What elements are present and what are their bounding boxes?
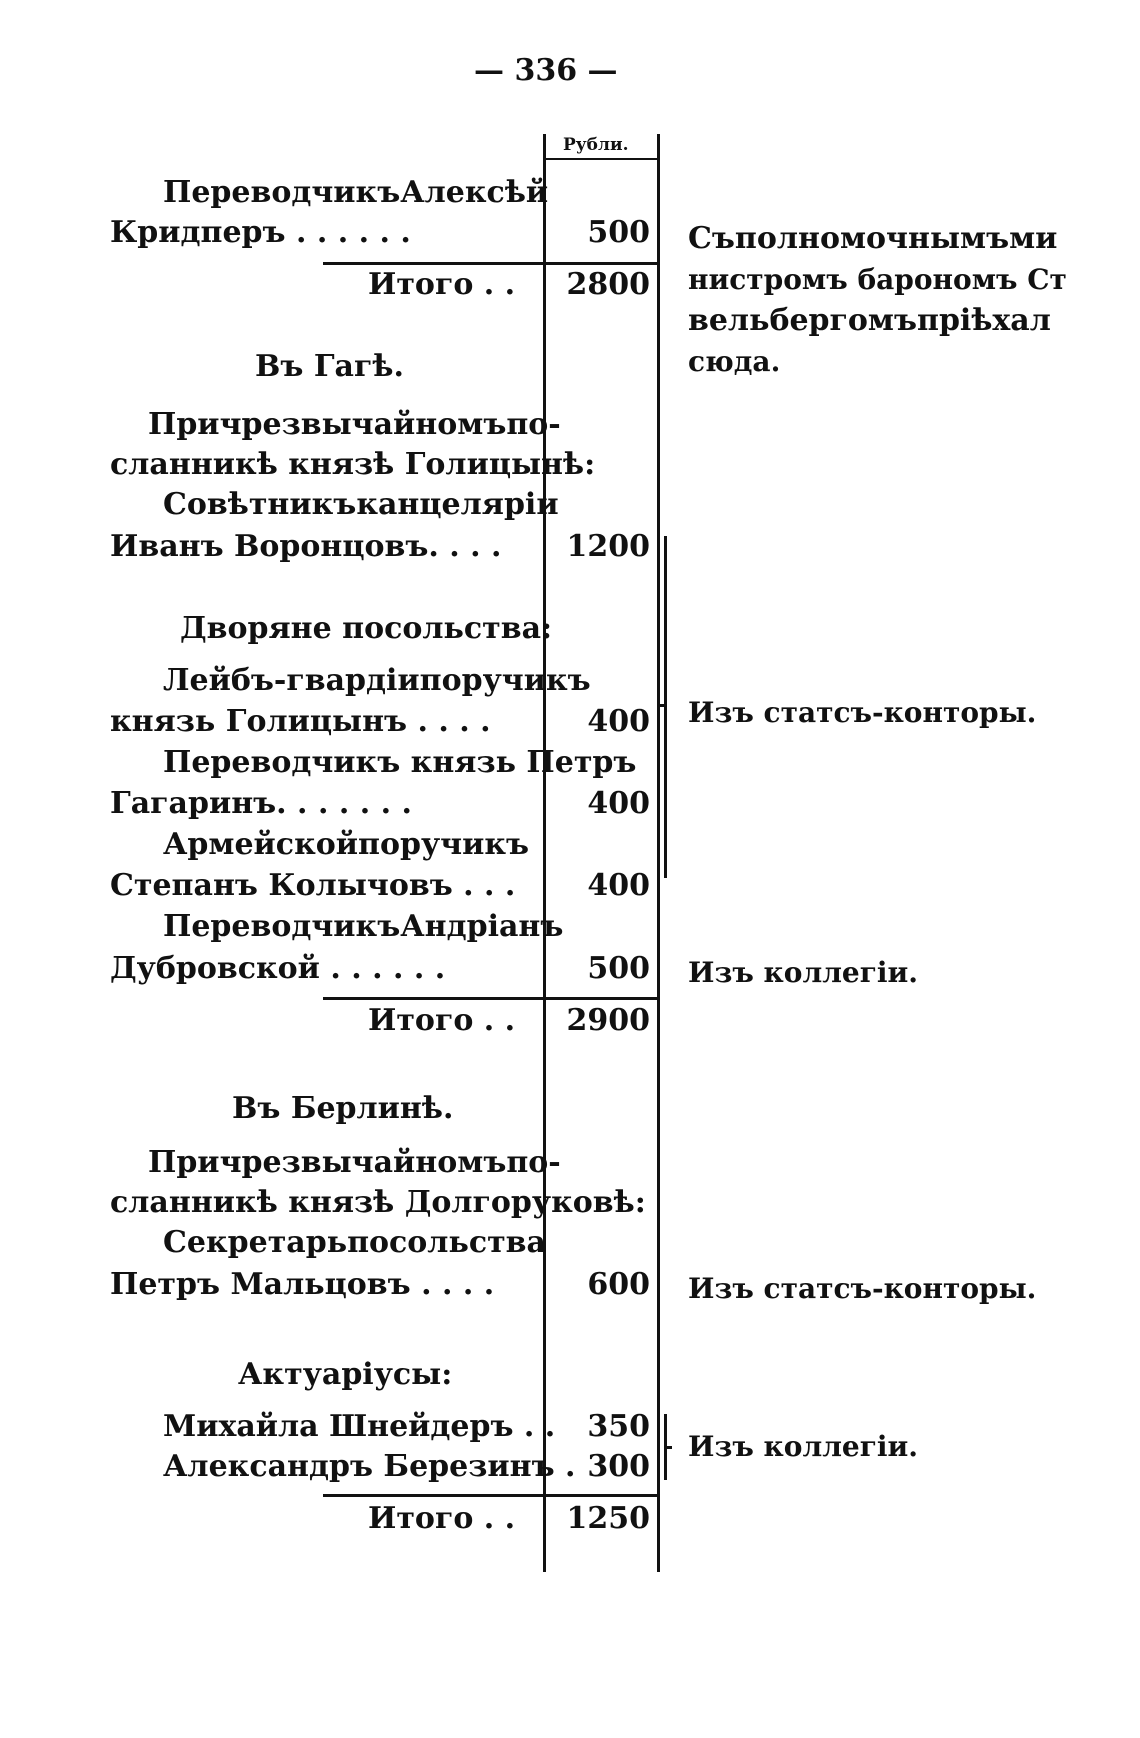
total-2-rule <box>323 997 657 1000</box>
note-3: Изъ коллегіи. <box>688 956 919 989</box>
entry-1-title-right: Алексѣй <box>400 175 549 210</box>
entry-2-line-1 <box>163 487 559 522</box>
total-3-label: Итого . . <box>368 1501 516 1536</box>
entry-3-amount: 400 <box>587 704 650 739</box>
entry-7-title-left: Секретарь <box>163 1225 348 1260</box>
entry-8-amount: 350 <box>587 1409 650 1444</box>
total-1-rule <box>323 262 657 265</box>
brace-1-point <box>658 704 667 707</box>
note-1-line-3 <box>688 303 1051 338</box>
entry-9-amount: 300 <box>587 1449 650 1484</box>
entry-3-line-2: князь Голицынъ . . . . <box>110 704 491 739</box>
entry-6-line-2: Дубровской . . . . . . <box>110 951 446 986</box>
section-2-intro-word-2: чрезвычайномъ <box>219 407 507 442</box>
entry-9-line: Александръ Березинъ . <box>163 1449 576 1484</box>
note-4: Изъ статсъ-конторы. <box>688 1272 1037 1305</box>
section-3-intro-line-2: сланникѣ князѣ Долгоруковѣ: <box>110 1185 646 1220</box>
section-3-intro-word-2: чрезвычайномъ <box>219 1145 507 1180</box>
page-number: — 336 — <box>474 53 618 88</box>
section-3-intro-word-1: При <box>148 1145 220 1180</box>
entry-7-line-2: Петръ Мальцовъ . . . . <box>110 1267 495 1302</box>
section-2-intro-line-1 <box>148 407 561 442</box>
column-rule-right <box>657 134 660 1572</box>
header-rule <box>546 158 657 160</box>
entry-4-line-1: Переводчикъ князь Петръ <box>163 745 637 780</box>
entry-4-line-2: Гагаринъ. . . . . . . <box>110 786 412 821</box>
note-1-line-1 <box>688 221 1058 256</box>
section-3-title: Въ Берлинѣ. <box>232 1091 454 1126</box>
entry-5-line-1 <box>163 827 530 862</box>
entry-7-amount: 600 <box>587 1267 650 1302</box>
column-header: Рубли. <box>563 135 629 155</box>
entry-1-line-1 <box>163 175 549 210</box>
section-3-intro-word-3: по- <box>506 1145 561 1180</box>
total-3-amount: 1250 <box>566 1501 650 1536</box>
entry-7-line-1 <box>163 1225 546 1260</box>
entry-6-line-1 <box>163 909 564 944</box>
entry-2-title-right: канцеляріи <box>356 487 559 522</box>
brace-2-point <box>664 1446 672 1449</box>
subsection-2-title: Дворяне посольства: <box>180 611 553 646</box>
note-1-word-2: полномочнымъ <box>734 221 1010 256</box>
section-2-intro-word-3: по- <box>506 407 561 442</box>
entry-1-title-left: Переводчикъ <box>163 175 401 210</box>
entry-3-line-1 <box>163 663 591 698</box>
entry-6-title-right: Андріанъ <box>400 909 564 944</box>
entry-5-amount: 400 <box>587 868 650 903</box>
entry-8-line: Михайла Шнейдеръ . . <box>163 1409 556 1444</box>
entry-2-line-2: Иванъ Воронцовъ. . . . <box>110 529 502 564</box>
note-1-word-3: ми <box>1009 221 1058 256</box>
total-2-label: Итого . . <box>368 1003 516 1038</box>
column-rule-left <box>543 134 546 1572</box>
note-1-line-4: сюда. <box>688 345 781 378</box>
entry-2-title-left: Совѣтникъ <box>163 487 357 522</box>
entry-2-amount: 1200 <box>566 529 650 564</box>
section-2-intro-word-1: При <box>148 407 220 442</box>
brace-1-stem <box>664 536 667 878</box>
total-3-rule <box>323 1494 657 1497</box>
entry-1-amount: 500 <box>587 215 650 250</box>
entry-4-amount: 400 <box>587 786 650 821</box>
entry-3-title-left: Лейбъ-гвардіи <box>163 663 420 698</box>
entry-5-title-left: Армейской <box>163 827 358 862</box>
section-2-title: Въ Гагѣ. <box>255 349 404 384</box>
entry-3-title-right: поручикъ <box>419 663 591 698</box>
note-2: Изъ статсъ-конторы. <box>688 696 1037 729</box>
entry-1-line-2: Кридперъ . . . . . . <box>110 215 411 250</box>
entry-5-line-2: Степанъ Колычовъ . . . <box>110 868 516 903</box>
entry-6-title-left: Переводчикъ <box>163 909 401 944</box>
note-1-line-2: нистромъ барономъ Ст <box>688 263 1067 296</box>
total-2-amount: 2900 <box>566 1003 650 1038</box>
note-1-word-1: Съ <box>688 221 735 256</box>
total-1-amount: 2800 <box>566 267 650 302</box>
total-1-label: Итого . . <box>368 267 516 302</box>
section-2-intro-line-2: сланникѣ князѣ Голицынѣ: <box>110 447 596 482</box>
note-5: Изъ коллегіи. <box>688 1430 919 1463</box>
entry-6-amount: 500 <box>587 951 650 986</box>
entry-5-title-right: поручикъ <box>358 827 530 862</box>
note-1-word-4: вельбергомъ <box>688 303 917 338</box>
subsection-3-title: Актуаріусы: <box>238 1357 453 1392</box>
section-3-intro-line-1 <box>148 1145 561 1180</box>
entry-7-title-right: посольства <box>347 1225 546 1260</box>
note-1-word-5: пріѣхал <box>916 303 1051 338</box>
